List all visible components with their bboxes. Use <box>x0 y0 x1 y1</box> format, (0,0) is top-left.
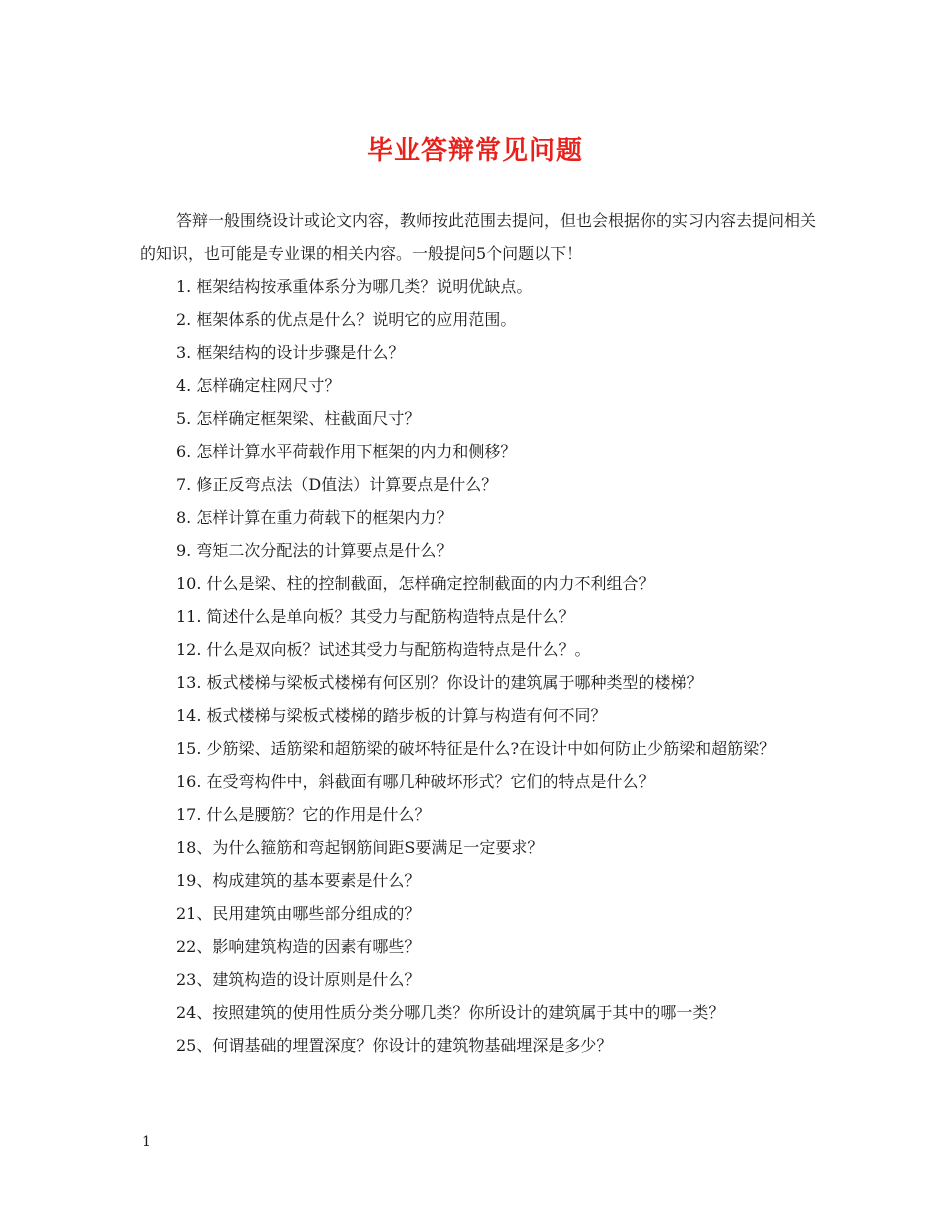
intro-paragraph: 答辩一般围绕设计或论文内容，教师按此范围去提问，但也会根据你的实习内容去提问相关的知识，也可能是专业课的相关内容。一般提问5个问题以下！ <box>140 211 817 263</box>
question-item <box>140 699 816 732</box>
question-item <box>140 963 816 996</box>
question-text: 怎样计算水平荷载作用下框架的内力和侧移？ <box>196 442 517 461</box>
question-text: 影响建筑构造的因素有哪些？ <box>212 937 421 956</box>
question-text: 为什么箍筋和弯起钢筋间距S要满足一定要求？ <box>212 838 544 857</box>
question-text: 框架结构的设计步骤是什么？ <box>196 343 405 362</box>
question-text: 修正反弯点法（D值法）计算要点是什么？ <box>196 475 498 494</box>
question-text: 在受弯构件中，斜截面有哪几种破坏形式？它们的特点是什么？ <box>206 772 655 791</box>
question-text: 框架结构按承重体系分为哪几类？说明优缺点。 <box>196 277 533 296</box>
question-item <box>140 798 816 831</box>
question-number: 10. <box>176 574 207 593</box>
question-item <box>140 303 816 336</box>
question-number: 8. <box>176 508 197 527</box>
question-item <box>140 666 816 699</box>
question-text: 少筋梁、适筋梁和超筋梁的破坏特征是什么?在设计中如何防止少筋梁和超筋梁？ <box>206 739 776 758</box>
question-number: 11. <box>176 607 207 626</box>
question-number: 17. <box>176 805 207 824</box>
question-number: 21、 <box>176 904 213 923</box>
document-title: 毕业答辩常见问题 <box>366 136 583 166</box>
question-number: 16. <box>176 772 207 791</box>
question-item <box>140 732 816 765</box>
question-text: 建筑构造的设计原则是什么？ <box>212 970 421 989</box>
question-item <box>140 435 816 468</box>
question-number: 22、 <box>176 937 213 956</box>
question-text: 板式楼梯与梁板式楼梯的踏步板的计算与构造有何不同？ <box>206 706 607 725</box>
question-number: 4. <box>176 376 197 395</box>
question-number: 1. <box>176 277 197 296</box>
question-item <box>140 501 816 534</box>
question-text: 民用建筑由哪些部分组成的？ <box>212 904 421 923</box>
question-item <box>140 930 816 963</box>
page-number: 1 <box>142 1134 151 1150</box>
question-number: 24、 <box>176 1003 213 1022</box>
question-item <box>140 1029 816 1062</box>
question-number: 7. <box>176 475 197 494</box>
question-number: 5. <box>176 409 197 428</box>
question-number: 6. <box>176 442 197 461</box>
question-item <box>140 369 816 402</box>
question-number: 18、 <box>176 838 213 857</box>
question-item <box>140 831 816 864</box>
question-text: 什么是梁、柱的控制截面，怎样确定控制截面的内力不利组合？ <box>206 574 655 593</box>
question-item <box>140 270 816 303</box>
question-number: 23、 <box>176 970 213 989</box>
question-item <box>140 897 816 930</box>
question-text: 怎样计算在重力荷载下的框架内力？ <box>196 508 453 527</box>
question-item <box>140 534 816 567</box>
question-number: 3. <box>176 343 197 362</box>
question-text: 怎样确定框架梁、柱截面尺寸？ <box>196 409 421 428</box>
question-text: 按照建筑的使用性质分类分哪几类？你所设计的建筑属于其中的哪一类？ <box>212 1003 725 1022</box>
question-text: 简述什么是单向板？其受力与配筋构造特点是什么？ <box>206 607 575 626</box>
question-text: 怎样确定柱网尺寸？ <box>196 376 341 395</box>
question-item <box>140 996 816 1029</box>
question-number: 2. <box>176 310 197 329</box>
question-item <box>140 864 816 897</box>
question-text: 构成建筑的基本要素是什么？ <box>212 871 421 890</box>
question-number: 9. <box>176 541 197 560</box>
question-text: 框架体系的优点是什么？说明它的应用范围。 <box>196 310 517 329</box>
question-text: 弯矩二次分配法的计算要点是什么？ <box>196 541 453 560</box>
question-text: 板式楼梯与梁板式楼梯有何区别？你设计的建筑属于哪种类型的楼梯？ <box>206 673 703 692</box>
question-number: 12. <box>176 640 207 659</box>
question-number: 13. <box>176 673 207 692</box>
question-text: 什么是腰筋？它的作用是什么？ <box>206 805 431 824</box>
question-text: 何谓基础的埋置深度？你设计的建筑物基础埋深是多少？ <box>212 1036 613 1055</box>
question-number: 19、 <box>176 871 213 890</box>
question-item <box>140 765 816 798</box>
question-text: 什么是双向板？试述其受力与配筋构造特点是什么？。 <box>206 640 591 659</box>
question-number: 14. <box>176 706 207 725</box>
question-number: 25、 <box>176 1036 213 1055</box>
question-item <box>140 567 816 600</box>
question-item <box>140 468 816 501</box>
question-item <box>140 600 816 633</box>
question-list <box>140 270 816 1062</box>
question-item <box>140 402 816 435</box>
question-item <box>140 336 816 369</box>
document-body <box>140 204 816 1062</box>
question-number: 15. <box>176 739 207 758</box>
question-item <box>140 633 816 666</box>
